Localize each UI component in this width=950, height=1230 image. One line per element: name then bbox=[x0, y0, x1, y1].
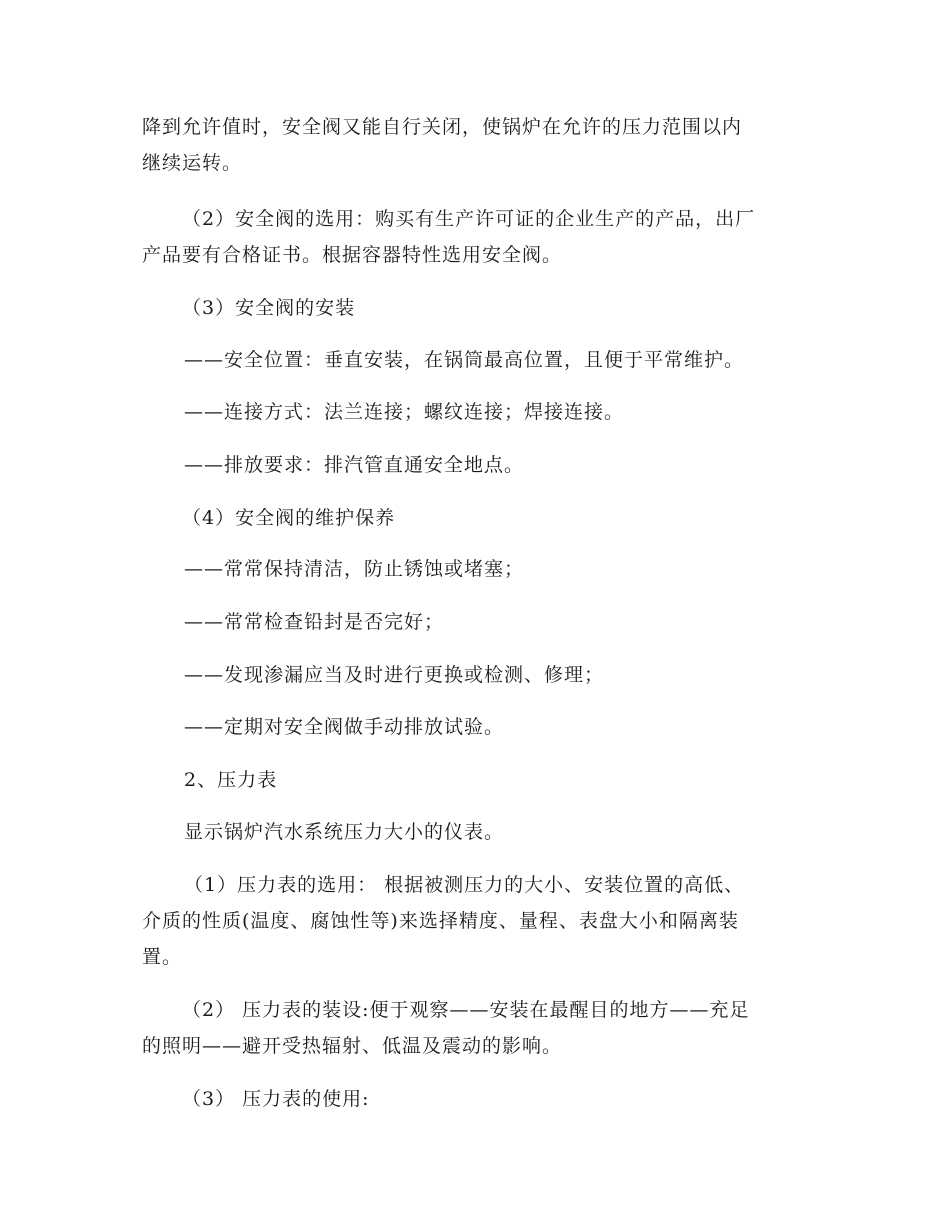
paragraph-line: 介质的性质(温度、腐蚀性等)来选择精度、量程、表盘大小和隔离装 bbox=[142, 910, 739, 932]
paragraph-line: 产品要有合格证书。根据容器特性选用安全阀。 bbox=[142, 244, 563, 266]
paragraph-line: 的照明——避开受热辐射、低温及震动的影响。 bbox=[142, 1035, 563, 1057]
list-item: ——常常保持清洁，防止锈蚀或堵塞； bbox=[184, 558, 525, 580]
list-item: ——常常检查铅封是否完好； bbox=[184, 611, 445, 633]
list-item: ——定期对安全阀做手动排放试验。 bbox=[184, 716, 505, 738]
paragraph-line: 降到允许值时，安全阀又能自行关闭，使锅炉在允许的压力范围以内 bbox=[142, 116, 743, 138]
paragraph-line: （2）安全阀的选用：购买有生产许可证的企业生产的产品，出厂 bbox=[182, 208, 756, 230]
section-heading: （3）安全阀的安装 bbox=[182, 297, 356, 319]
paragraph-line: （3） 压力表的使用: bbox=[182, 1088, 370, 1110]
section-heading: （4）安全阀的维护保养 bbox=[182, 507, 396, 529]
list-item: ——发现渗漏应当及时进行更换或检测、修理； bbox=[184, 664, 605, 686]
paragraph-line: 继续运转。 bbox=[142, 152, 243, 174]
list-item: ——排放要求：排汽管直通安全地点。 bbox=[184, 454, 525, 476]
list-item: ——连接方式：法兰连接；螺纹连接；焊接连接。 bbox=[184, 401, 625, 423]
list-item: ——安全位置：垂直安装，在锅筒最高位置，且便于平常维护。 bbox=[184, 349, 745, 371]
paragraph-line: 置。 bbox=[142, 946, 183, 968]
section-heading: 2、压力表 bbox=[184, 769, 278, 791]
paragraph-line: 显示锅炉汽水系统压力大小的仪表。 bbox=[184, 821, 505, 843]
paragraph-line: （1）压力表的选用： 根据被测压力的大小、安装位置的高低、 bbox=[184, 874, 745, 896]
paragraph-line: （2） 压力表的装设:便于观察——安装在最醒目的地方——充足 bbox=[182, 999, 750, 1021]
